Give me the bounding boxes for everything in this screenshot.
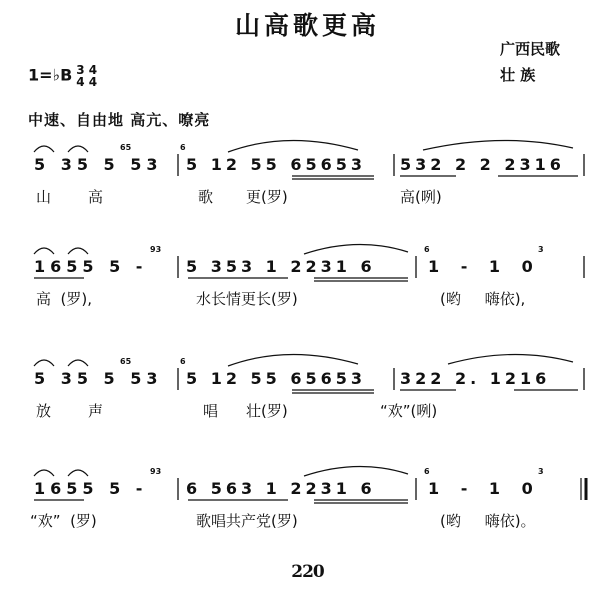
meter-top: 3 4: [76, 63, 98, 77]
svg-text:6: 6: [180, 357, 186, 366]
key-label: 1=♭B: [28, 65, 73, 85]
score-system-3: [28, 354, 593, 444]
notation-line-3: [28, 354, 593, 400]
lyrics-line-4: [28, 510, 593, 534]
meter: [76, 64, 97, 88]
lyric-2-3: (哟 嗨依),: [440, 290, 526, 308]
svg-text:6: 6: [424, 245, 430, 254]
song-title: 山高歌更高: [234, 11, 380, 40]
score-system-2: [28, 242, 593, 332]
lyric-3-5: “欢”(咧): [380, 402, 438, 420]
lyrics-line-2: [28, 288, 593, 312]
notation-line-4: [28, 464, 593, 510]
svg-text:5 12 55 65653: 5 12 55 65653: [186, 369, 367, 388]
lyrics-line-3: [28, 400, 593, 424]
key-signature: [28, 64, 97, 88]
lyric-1-1: 山: [36, 188, 52, 206]
svg-text:93: 93: [150, 245, 162, 254]
svg-text:65: 65: [120, 143, 132, 152]
svg-text:5 35 5 53: 5 35 5 53: [34, 369, 163, 388]
lyric-3-2: 声: [88, 402, 104, 420]
lyric-1-2: 高: [88, 188, 104, 206]
notation-line-1: [28, 140, 593, 186]
lyric-4-3: (哟 嗨依)。: [440, 512, 536, 530]
svg-text:6 563 1 2231 6: 6 563 1 2231 6: [186, 479, 376, 498]
lyric-2-2: 水长情更长(罗): [196, 290, 298, 308]
song-origin: 广西民歌: [500, 40, 561, 58]
lyric-3-4: 壮(罗): [246, 402, 288, 420]
svg-text:6: 6: [180, 143, 186, 152]
lyric-1-5: 高(咧): [400, 188, 442, 206]
svg-text:3: 3: [538, 245, 544, 254]
svg-text:6: 6: [424, 467, 430, 476]
score-system-4: [28, 464, 593, 554]
svg-text:5 353 1 2231 6: 5 353 1 2231 6: [186, 257, 376, 276]
page-number: 220: [291, 562, 324, 582]
lyric-4-2: 歌唱共产党(罗): [196, 512, 298, 530]
meter-bottom: 4 4: [76, 75, 98, 89]
notation-line-2: [28, 242, 593, 288]
svg-text:1 - 1 0: 1 - 1 0: [428, 257, 541, 276]
lyric-3-3: 唱: [203, 402, 219, 420]
score-system-1: [28, 140, 593, 230]
svg-text:322 2. 1216: 322 2. 1216: [400, 369, 551, 388]
svg-text:93: 93: [150, 467, 162, 476]
lyric-1-4: 更(罗): [246, 188, 288, 206]
lyric-3-1: 放: [36, 402, 52, 420]
svg-text:5 12 55 65653: 5 12 55 65653: [186, 155, 367, 174]
lyric-2-1: 高 (罗),: [36, 290, 93, 308]
song-ethnicity: 壮 族: [500, 66, 536, 84]
svg-text:65: 65: [120, 357, 132, 366]
lyrics-line-1: [28, 186, 593, 210]
svg-text:1655 5 -: 1655 5 -: [34, 479, 148, 498]
svg-text:1655 5 -: 1655 5 -: [34, 257, 148, 276]
svg-text:1 - 1 0: 1 - 1 0: [428, 479, 541, 498]
svg-text:532 2 2 2316: 532 2 2 2316: [400, 155, 565, 174]
lyric-4-1: “欢” (罗): [30, 512, 97, 530]
tempo-marking: 中速、自由地 高亢、嘹亮: [28, 111, 211, 129]
svg-text:3: 3: [538, 467, 544, 476]
lyric-1-3: 歌: [198, 188, 214, 206]
svg-text:5 35 5 53: 5 35 5 53: [34, 155, 163, 174]
